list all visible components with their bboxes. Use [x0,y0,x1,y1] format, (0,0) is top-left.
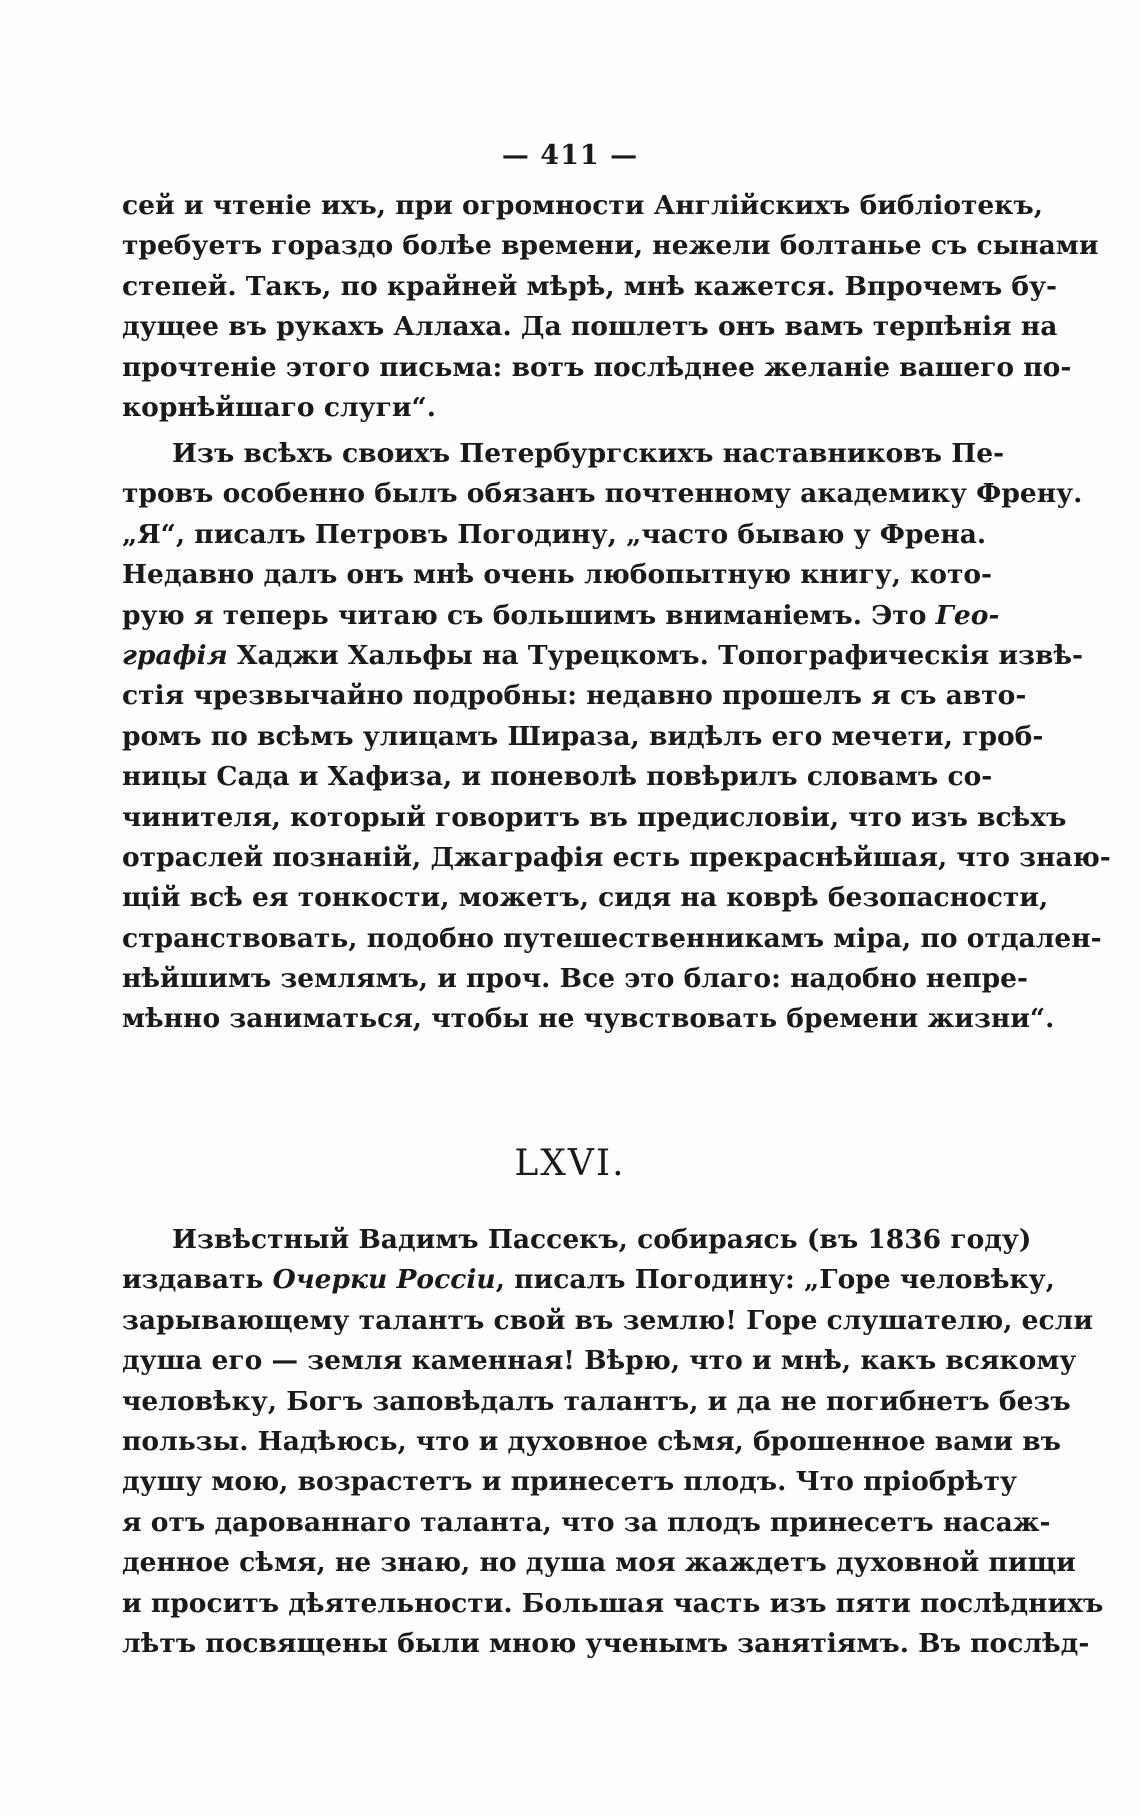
paragraph-petrov [122,434,1111,1040]
page-number: — 411 — [501,140,639,171]
text-line: денное сѣмя, не знаю, но душа моя жаждетъ духовной пищи [122,1547,1076,1579]
text-line: человѣку, Богъ заповѣдалъ талантъ, и да не погибнетъ безъ [122,1385,1071,1417]
text-line: и проситъ дѣятельности. Большая часть изъ пяти послѣднихъ [122,1587,1104,1619]
text-line-with-italic [122,596,1000,636]
text-line: ницы Сада и Хафиза, и поневолѣ повѣрилъ словамъ со- [122,761,993,793]
paragraph-passek [122,1220,1104,1705]
text-line [122,1664,972,1704]
italic-geography-part2: графія [122,639,228,671]
text-line: нѣйшимъ землямъ, и проч. Все это благо: надобно непре- [122,963,1029,995]
text-line: щій всѣ ея тонкости, можетъ, сидя на коврѣ безопасности, [122,882,1049,914]
text-line: Изъ всѣхъ своихъ Петербургскихъ наставниковъ Пе- [172,438,1005,469]
text-segment-rest: Хаджи Хальфы на Турецкомъ. Топографическія извѣ- [227,639,1084,671]
text-line: ромъ по всѣмъ улицамъ Шираза, видѣлъ его мечети, гроб- [122,720,1044,752]
text-line: тровъ особенно былъ обязанъ почтенному академику Френу. [122,478,1083,510]
text-line: Недавно далъ онъ мнѣ очень любопытную книгу, кото- [122,559,993,591]
text-line: стія чрезвычайно подробны: недавно прошелъ я съ авто- [122,680,1027,712]
text-line-with-italic [122,636,1084,676]
text-line: сей и чтеніе ихъ, при огромности Англійскихъ библіотекъ, [122,190,1043,221]
text-line: пользы. Надѣюсь, что и духовное сѣмя, брошенное вами въ [122,1425,1062,1457]
text-line: прочтеніе этого письма: вотъ послѣднее желаніе вашего по- [122,351,1072,383]
paragraph-continuation [122,186,1099,428]
text-line: чинителя, который говоритъ въ предисловіи, что изъ всѣхъ [122,801,1067,833]
text-line: мѣнно заниматься, чтобы не чувствовать бремени жизни“. [122,1003,1055,1035]
text-line: требуетъ гораздо болѣе времени, нежели болтанье съ сынами [122,230,1099,262]
text-line-with-italic [122,1260,1055,1300]
text-segment: , писалъ Погодину: „Горе человѣку, [495,1264,1055,1296]
text-line: я отъ дарованнаго таланта, что за плодъ принесетъ насаж- [122,1506,1051,1538]
text-line: „Я“, писалъ Петровъ Погодину, „часто бываю у Френа. [122,518,987,550]
text-segment: рую я теперь читаю съ большимъ вниманіемъ. Это [122,599,936,631]
text-segment: издавать [122,1264,273,1296]
italic-geography-part1: Гео- [935,599,1000,631]
text-line: зарывающему талантъ свой въ землю! Горе слушателю, если [122,1304,1094,1336]
text-line: степей. Такъ, по крайней мѣрѣ, мнѣ кажется. Впрочемъ бу- [122,270,1058,302]
text-line: душа его — земля каменная! Вѣрю, что и мнѣ, какъ всякому [122,1345,1077,1377]
text-line: лѣтъ посвящены были мною ученымъ занятіямъ. Въ послѣд- [122,1627,1090,1659]
text-line: дущее въ рукахъ Аллаха. Да пошлетъ онъ вамъ терпѣнія на [122,311,1058,343]
text-line: отраслей познаній, Джаграфія есть прекраснѣйшая, что знаю- [122,841,1111,873]
text-line: корнѣйшаго слуги“. [122,391,436,423]
text-line: Извѣстный Вадимъ Пассекъ, собираясь (въ 1836 году) [172,1224,1032,1255]
section-heading: LXVI. [514,1143,626,1184]
text-line: странствовать, подобно путешественникамъ міра, по отдален- [122,922,1102,954]
italic-book-title: Очерки Россіи [272,1264,496,1296]
text-line: душу мою, возрастетъ и принесетъ плодъ. Что пріобрѣту [122,1466,1017,1498]
